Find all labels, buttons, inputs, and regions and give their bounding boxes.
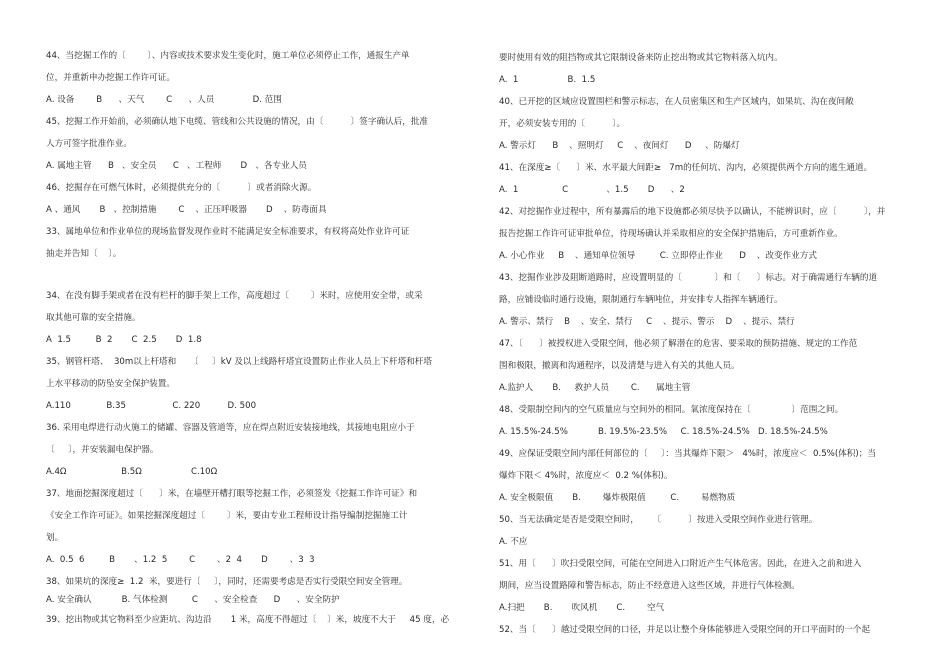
question-33-cont: 抽走并告知〔 〕。 <box>46 249 122 259</box>
question-48: 48、受限制空间内的空气质量应与空间外的相同。氧浓度保持在〔 〕范围之间。 <box>499 405 844 415</box>
question-37-end: 划。 <box>46 533 64 543</box>
question-37-cont: 《安全工作许可证》。如果挖掘深度超过〔 〕米，要由专业工程师设计指导编制挖掘施工计 <box>46 511 408 521</box>
options-38: A. 安全确认 B. 气体检测 C 、安全检查 D 、安全防护 <box>46 595 340 605</box>
question-44-cont: 位，并重新申办挖掘工作许可证。 <box>46 73 175 83</box>
options-47: A.监护人 B. 救护人员 C. 属地主管 <box>499 383 691 393</box>
question-43-cont: 路，应铺设临时通行设施，限制通行车辆吨位，并安排专人指挥车辆通行。 <box>499 295 783 305</box>
question-41: 41、在深度≥〔 〕米、水平最大间距≥ 7m的任何坑、沟内，必须提供两个方向的逃生通道。 <box>499 163 873 173</box>
question-50: 50、当无法确定是否是受限空间时， 〔 〕按进入受限空间作业进行管理。 <box>499 515 818 525</box>
options-48: A. 15.5%-24.5% B. 19.5%-23.5% C. 18.5%-24.5% D. 18.5%-24.5% <box>499 427 828 437</box>
options-42: A. 小心作业 B 、通知单位领导 C. 立即停止作业 D 、改变作业方式 <box>499 251 817 261</box>
question-42: 42、对挖掘作业过程中，所有暴露后的地下设施都必须尽快予以确认，不能辨识时，应〔 〕，并 <box>499 207 886 217</box>
question-44: 44、当挖掘工作的〔 〕、内容或技术要求发生变化时，施工单位必须停止工作，通报生产单 <box>46 51 410 61</box>
question-47-cont: 围和极限，撤离和沟通程序，以及清楚与进入有关的其他人员。 <box>499 361 740 371</box>
options-46: A 、通风 B 、控制措施 C 、正压呼吸器 D 、防毒面具 <box>46 205 327 215</box>
question-33: 33、属地单位和作业单位的现场监督发现作业时不能满足安全标准要求，有权将高处作业许可证 <box>46 227 410 237</box>
options-34: A 1.5 B 2 C 2.5 D 1.8 <box>46 335 202 345</box>
question-37: 37、地面挖掘深度超过〔 〕米，在墙壁开槽打眼等挖掘工作，必须签发《挖掘工作许可证》和 <box>46 489 418 499</box>
options-44: A. 设备 B 、天气 C 、人员 D. 范围 <box>46 95 282 105</box>
options-37: A. 0.5 6 B 、1.2 5 C 、2 4 D 、3 3 <box>46 555 315 565</box>
options-45: A. 属地主管 B 、安全员 C 、工程师 D 、各专业人员 <box>46 161 307 171</box>
question-34-cont: 取其他可靠的安全措施。 <box>46 313 141 323</box>
question-45-cont: 人方可签字批准作业。 <box>46 139 132 149</box>
question-47: 47、〔 〕被授权进入受限空间，他必须了解潜在的危害、要采取的预防措施、规定的工作范 <box>499 339 858 349</box>
options-39: A. 1 B. 1.5 <box>499 75 596 85</box>
question-51-cont: 期间，应当设置路障和警告标志，防止不经意进入这些区域，并进行气体检测。 <box>499 581 800 591</box>
question-49: 49、应保证受限空间内部任何部位的〔 〕：当其爆炸下限＞ 4%时，浓度应＜ 0.5%(体积)；当 <box>499 449 876 459</box>
options-36: A.4Ω B.5Ω C.10Ω <box>46 467 218 477</box>
options-49: A. 安全极限值 B. 爆炸极限值 C. 易燃物质 <box>499 493 736 503</box>
question-43: 43、挖掘作业涉及阻断道路时，应设置明显的〔 〕和〔 〕标志。对于确需通行车辆的道 <box>499 273 878 283</box>
question-40-cont: 开，必须安装专用的〔 〕。 <box>499 119 626 129</box>
question-34: 34、在没有脚手架或者在没有栏杆的脚手架上工作，高度超过〔 〕米时，应使用安全带，或采 <box>46 291 423 301</box>
question-49-cont: 爆炸下限＜ 4%时，浓度应＜ 0.2 %(体积)。 <box>499 471 673 481</box>
question-46: 46、挖掘存在可燃气体时，必须提供充分的〔 〕或者消除火源。 <box>46 183 317 193</box>
question-39-cont: 要时使用有效的阻挡物或其它限制设备来防止挖出物或其它物料落入坑内。 <box>499 53 783 63</box>
question-51: 51、用〔 〕吹扫受限空间，可能在空间进入口附近产生气体危害。因此，在进入之前和进入 <box>499 559 862 569</box>
question-38: 38、如果坑的深度≥ 1.2 米，要进行〔 〕，同时，还需要考虑是否实行受限空间安全管理。 <box>46 577 408 587</box>
question-36: 36. 采用电焊进行动火施工的储罐、容器及管道等，应在焊点附近安装接地线，其接地电阻应小于 <box>46 423 415 433</box>
question-35-cont: 上水平移动的防坠安全保护装置。 <box>46 379 175 389</box>
question-35: 35、钢管杆塔、 30m以上杆塔和 〔 〕kV 及以上线路杆塔宜设置防止作业人员上下杆塔和杆塔 <box>46 357 432 367</box>
question-39: 39、挖出物或其它物料至少应距坑、沟边沿 1 米，高度不得超过〔 〕米，坡度不大于 45 度，必 <box>46 615 450 625</box>
options-35: A.110 B.35 C. 220 D. 500 <box>46 401 257 411</box>
question-52: 52、当〔 〕越过受限空间的口径，并足以让整个身体能够进入受限空间的开口平面时的一个起 <box>499 625 871 635</box>
question-36-cont: 〔 〕，并安装漏电保护器。 <box>46 445 159 455</box>
question-45: 45、挖掘工作开始前，必须确认地下电缆、管线和公共设施的情况，由〔 〕签字确认后，批准 <box>46 117 429 127</box>
options-40: A. 警示灯 B 、照明灯 C 、夜间灯 D 、防爆灯 <box>499 141 740 151</box>
options-50: A. 不应 <box>499 537 528 547</box>
options-41: A. 1 C 、1.5 D 、2 <box>499 185 685 195</box>
options-51: A.扫把 B. 吹风机 C. 空气 <box>499 603 665 613</box>
question-42-cont: 报告挖掘工作许可证审批单位，待现场确认并采取相应的安全保护措施后，方可重新作业。 <box>499 229 843 239</box>
options-43: A. 警示、禁行 B 、安全、禁行 C 、提示、警示 D 、提示、禁行 <box>499 317 795 327</box>
question-40: 40、已开挖的区域应设置围栏和警示标志，在人员密集区和生产区域内，如果坑、沟在夜间敞 <box>499 97 854 107</box>
